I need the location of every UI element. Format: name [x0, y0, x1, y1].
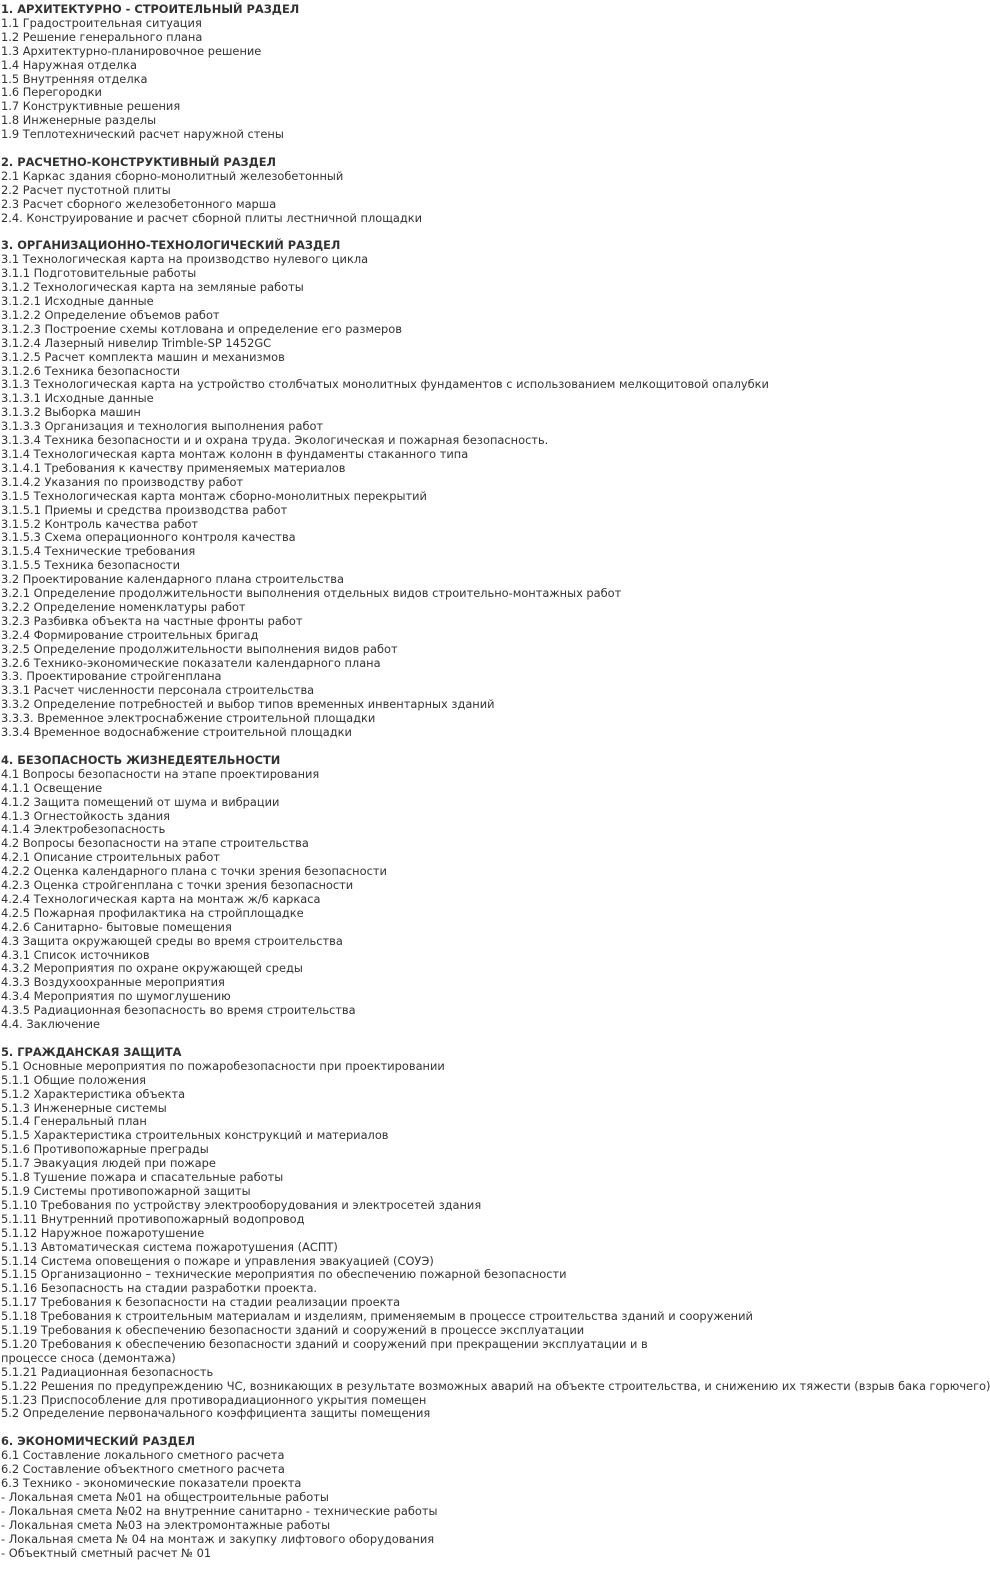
- toc-item: 3.1.5.5 Техника безопасности: [1, 558, 180, 573]
- toc-item: 4.3.1 Список источников: [1, 947, 150, 962]
- toc-item: - Локальная смета №01 на общестроительные работы: [1, 1489, 329, 1504]
- section-title: 5. ГРАЖДАНСКАЯ ЗАЩИТА: [1, 1044, 182, 1059]
- toc-item: 4.1 Вопросы безопасности на этапе проектирования: [1, 766, 320, 781]
- toc-item: 5.1.11 Внутренний противопожарный водопровод: [1, 1211, 305, 1226]
- toc-item: 2.2 Расчет пустотной плиты: [1, 182, 171, 197]
- toc-item: 3.2.1 Определение продолжительности выполнения отдельных видов строительно-монтажных работ: [1, 586, 622, 601]
- toc-item: 5.1.15 Организационно – технические мероприятия по обеспечению пожарной безопасности: [1, 1267, 567, 1282]
- toc-item: 4.2 Вопросы безопасности на этапе строительства: [1, 836, 309, 851]
- toc-item: 3.2.5 Определение продолжительности выполнения видов работ: [1, 641, 398, 656]
- toc-item: 3.1.2 Технологическая карта на земляные работы: [1, 280, 304, 295]
- toc-item: - Объектный сметный расчет № 01: [1, 1545, 212, 1560]
- toc-item: 3.3.4 Временное водоснабжение строительной площадки: [1, 725, 352, 740]
- toc-item: 4.3.4 Мероприятия по шумоглушению: [1, 989, 231, 1004]
- toc-item: 4.2.5 Пожарная профилактика на стройплощадке: [1, 905, 304, 920]
- toc-item: 5.1.1 Общие положения: [1, 1072, 146, 1087]
- toc-item: 1.1 Градостроительная ситуация: [1, 15, 202, 30]
- toc-item: 4.2.4 Технологическая карта на монтаж ж/б каркаса: [1, 891, 321, 906]
- toc-item: 3.1.2.6 Техника безопасности: [1, 363, 180, 378]
- toc-item: 3.1.3 Технологическая карта на устройство столбчатых монолитных фундаментов с использованием мелкощитовой опалубки: [1, 377, 769, 392]
- toc-item: 6.2 Составление объектного сметного расчета: [1, 1462, 285, 1477]
- toc-item: 3.1.2.3 Построение схемы котлована и определение его размеров: [1, 321, 402, 336]
- toc-item: 5.1.4 Генеральный план: [1, 1114, 147, 1129]
- toc-item: 1.8 Инженерные разделы: [1, 113, 157, 128]
- toc-item: 2.4. Конструирование и расчет сборной плиты лестничной площадки: [1, 210, 423, 225]
- toc-item: 3.2.2 Определение номенклатуры работ: [1, 599, 246, 614]
- toc-item: 5.1.10 Требования по устройству электрооборудования и электросетей здания: [1, 1197, 482, 1212]
- toc-item: 3.1.3.2 Выборка машин: [1, 405, 141, 420]
- toc-item: 5.1.14 Система оповещения о пожаре и управления эвакуацией (СОУЭ): [1, 1253, 434, 1268]
- toc-item: 3.1.2.1 Исходные данные: [1, 294, 154, 308]
- section-title: 2. РАСЧЕТНО-КОНСТРУКТИВНЫЙ РАЗДЕЛ: [1, 154, 276, 169]
- toc-item: 3.1.5.1 Приемы и средства производства работ: [1, 502, 288, 517]
- toc-item: 3.1.2.2 Определение объемов работ: [1, 307, 220, 322]
- toc-item: 5.1.8 Тушение пожара и спасательные работы: [1, 1170, 284, 1185]
- toc-item: 3.2.3 Разбивка объекта на частные фронты работ: [1, 613, 303, 628]
- toc-section: [1, 1044, 990, 1421]
- toc-item: 3.1.3.3 Организация и технология выполнения работ: [1, 419, 324, 434]
- toc-item: 2.3 Расчет сборного железобетонного марша: [1, 196, 277, 211]
- toc-item: 1.3 Архитектурно-планировочное решение: [1, 43, 262, 58]
- toc-item: 3.1.2.5 Расчет комплекта машин и механизмов: [1, 349, 285, 364]
- toc-item: 1.2 Решение генерального плана: [1, 29, 203, 44]
- toc-item: 3.3.3. Временное электроснабжение строительной площадки: [1, 711, 376, 726]
- toc-item: 4.4. Заключение: [1, 1017, 100, 1032]
- toc-item: 5.1.19 Требования к обеспечению безопасности зданий и сооружений в процессе эксплуатации: [1, 1323, 585, 1338]
- toc-item: 5.1.9 Системы противопожарной защиты: [1, 1183, 251, 1198]
- toc-item: 4.1.4 Электробезопасность: [1, 822, 166, 837]
- toc-item: 1.4 Наружная отделка: [1, 57, 138, 72]
- toc-item: 5.1.21 Радиационная безопасность: [1, 1364, 214, 1379]
- toc-item: 1.6 Перегородки: [1, 85, 102, 100]
- toc-item: - Локальная смета №03 на электромонтажные работы: [1, 1517, 331, 1532]
- toc-item: 4.2.3 Оценка стройгенплана с точки зрения безопасности: [1, 878, 354, 893]
- toc-item: 3.3.2 Определение потребностей и выбор типов временных инвентарных зданий: [1, 697, 495, 712]
- toc-item: 5.1.3 Инженерные системы: [1, 1100, 167, 1115]
- toc-item: 3.2.4 Формирование строительных бригад: [1, 627, 259, 642]
- toc-item: 1.5 Внутренняя отделка: [1, 71, 148, 86]
- toc-item: 3.1.3.1 Исходные данные: [1, 391, 154, 406]
- toc-item: 4.3.5 Радиационная безопасность во время строительства: [1, 1003, 356, 1018]
- toc-item: 5.1.16 Безопасность на стадии разработки проекта.: [1, 1281, 318, 1296]
- toc-item: 3.1.5.3 Схема операционного контроля качества: [1, 530, 296, 545]
- toc-item: 3.1.3.4 Техника безопасности и и охрана труда. Экологическая и пожарная безопасность.: [1, 433, 549, 448]
- section-title: 4. БЕЗОПАСНОСТЬ ЖИЗНЕДЕЯТЕЛЬНОСТИ: [1, 752, 281, 767]
- toc-item: 4.3.3 Воздухоохранные мероприятия: [1, 975, 225, 990]
- toc-item: 4.3.2 Мероприятия по охране окружающей среды: [1, 961, 303, 976]
- toc-item: 5.2 Определение первоначального коэффициента защиты помещения: [1, 1406, 431, 1421]
- toc-item: 4.1.3 Огнестойкость здания: [1, 808, 170, 823]
- toc-item: 3.1.1 Подготовительные работы: [1, 266, 197, 281]
- toc-item: 5.1.13 Автоматическая система пожаротушения (АСПТ): [1, 1239, 338, 1254]
- section-title: 6. ЭКОНОМИЧЕСКИЙ РАЗДЕЛ: [1, 1434, 195, 1449]
- toc-item: 3.1.4.1 Требования к качеству применяемых материалов: [1, 460, 346, 475]
- toc-item: 3.1.5.4 Технические требования: [1, 544, 196, 559]
- section-title: 3. ОРГАНИЗАЦИОННО-ТЕХНОЛОГИЧЕСКИЙ РАЗДЕЛ: [1, 238, 341, 253]
- section-title: 1. АРХИТЕКТУРНО - СТРОИТЕЛЬНЫЙ РАЗДЕЛ: [1, 2, 300, 16]
- toc-item: 4.3 Защита окружающей среды во время строительства: [1, 933, 343, 948]
- toc-item: 3.1.5.2 Контроль качества работ: [1, 516, 199, 531]
- toc-section: [1, 1435, 700, 1560]
- toc-item: 5.1.20 Требования к обеспечению безопасности зданий и сооружений при прекращении эксплуатации и в процессе сноса (демонтажа): [1, 1336, 648, 1365]
- toc-item: 4.1.1 Освещение: [1, 780, 103, 795]
- toc-item: 3.3. Проектирование стройгенплана: [1, 669, 222, 684]
- toc-item: 5.1.5 Характеристика строительных конструкций и материалов: [1, 1128, 389, 1143]
- toc-item: 1.9 Теплотехнический расчет наружной стены: [1, 127, 284, 142]
- toc-item: 4.2.1 Описание строительных работ: [1, 850, 220, 865]
- toc-item: 6.3 Технико - экономические показатели проекта: [1, 1475, 302, 1490]
- toc-item: - Локальная смета №02 на внутренние санитарно - технические работы: [1, 1503, 438, 1518]
- toc-item: 5.1.6 Противопожарные преграды: [1, 1142, 209, 1157]
- toc-item: 2.1 Каркас здания сборно-монолитный железобетонный: [1, 168, 344, 183]
- toc-section: [1, 156, 700, 226]
- toc-item: 5.1.12 Наружное пожаротушение: [1, 1225, 205, 1240]
- toc-item: 5.1.2 Характеристика объекта: [1, 1086, 186, 1101]
- toc-item: 3.1.4.2 Указания по производству работ: [1, 474, 244, 489]
- toc-item: 5.1.17 Требования к безопасности на стадии реализации проекта: [1, 1295, 401, 1310]
- toc-item: 4.2.6 Санитарно- бытовые помещения: [1, 919, 232, 934]
- toc-item: 4.1.2 Защита помещений от шума и вибрации: [1, 794, 280, 809]
- toc-item: 3.1.4 Технологическая карта монтаж колонн в фундаменты стаканного типа: [1, 446, 469, 461]
- toc-item: 5.1 Основные мероприятия по пожаробезопасности при проектировании: [1, 1058, 445, 1073]
- toc-section: [1, 238, 769, 740]
- toc-item: 3.1.2.4 Лазерный нивелир Trimble-SP 1452GC: [1, 335, 272, 350]
- toc-item: 3.1.5 Технологическая карта монтаж сборно-монолитных перекрытий: [1, 488, 427, 503]
- toc-item: 5.1.18 Требования к строительным материалам и изделиям, применяемым в процессе строительства зданий и сооружений: [1, 1309, 753, 1324]
- toc-item: 3.3.1 Расчет численности персонала строительства: [1, 683, 315, 698]
- toc-item: 1.7 Конструктивные решения: [1, 99, 181, 114]
- toc-item: 4.2.2 Оценка календарного плана с точки зрения безопасности: [1, 864, 387, 879]
- toc-item: 5.1.22 Решения по предупреждению ЧС, возникающих в результате возможных аварий на объекте строительства, и снижению их тяжести (взрыв бака горючего): [1, 1378, 990, 1393]
- toc-item: 3.1 Технологическая карта на производство нулевого цикла: [1, 252, 369, 267]
- toc-item: 5.1.23 Приспособление для противорадиационного укрытия помещен: [1, 1392, 427, 1407]
- toc-item: 5.1.7 Эвакуация людей при пожаре: [1, 1156, 216, 1171]
- toc-section: [1, 3, 700, 142]
- toc-section: [1, 754, 700, 1032]
- toc-item: 3.2.6 Технико-экономические показатели календарного плана: [1, 655, 381, 670]
- toc-item: 3.2 Проектирование календарного плана строительства: [1, 572, 344, 587]
- toc-item: 6.1 Составление локального сметного расчета: [1, 1448, 285, 1463]
- toc-item: - Локальная смета № 04 на монтаж и закупку лифтового оборудования: [1, 1531, 435, 1546]
